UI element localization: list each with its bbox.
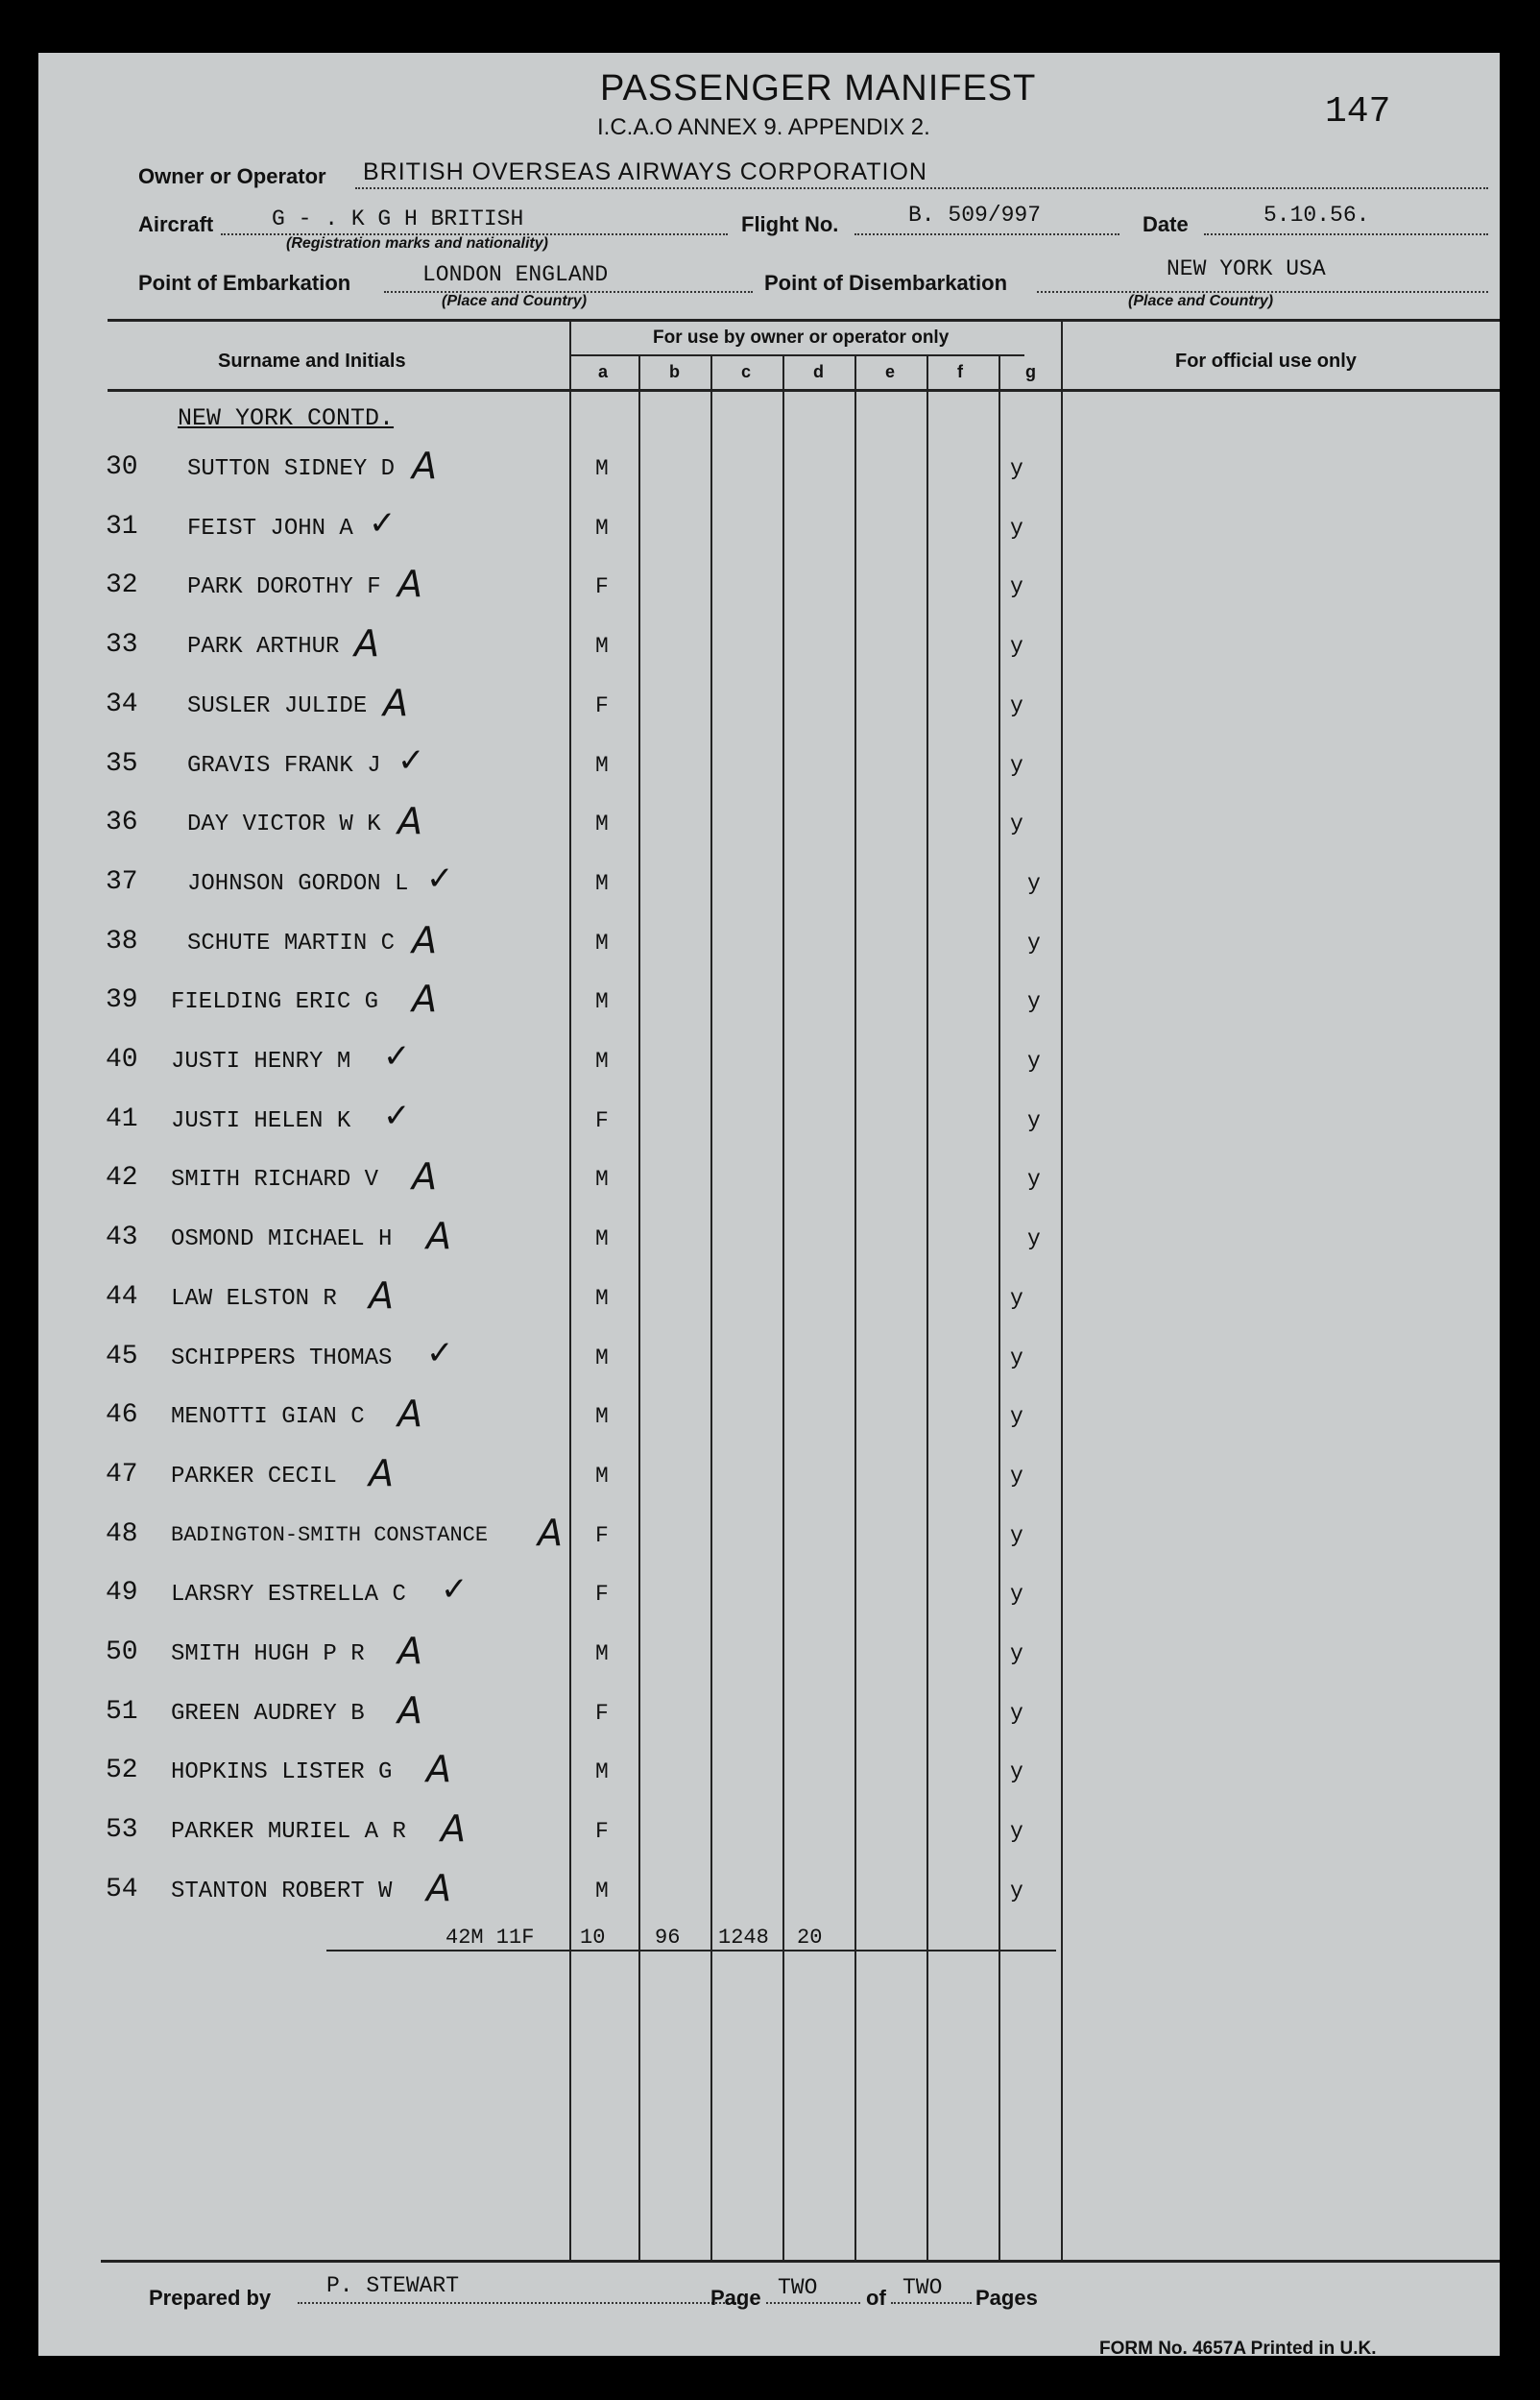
row-number: 42: [106, 1163, 138, 1193]
cell-a: M: [595, 931, 609, 956]
name-column-header: Surname and Initials: [218, 351, 406, 372]
row-number: 30: [106, 452, 138, 482]
handwritten-check-mark: ✓: [383, 1097, 411, 1135]
cell-g: y: [1027, 1108, 1041, 1133]
passenger-name: DAY VICTOR W K: [187, 812, 381, 837]
handwritten-check-mark: ✓: [397, 741, 425, 780]
cell-a: F: [595, 574, 609, 599]
totals-d: 20: [797, 1926, 823, 1950]
row-number: 52: [106, 1756, 138, 1785]
cell-a: F: [595, 1819, 609, 1844]
passenger-name: SMITH HUGH P R: [171, 1641, 365, 1667]
row-number: 36: [106, 808, 138, 837]
prepared-label: Prepared by: [149, 2286, 272, 2310]
passenger-name: PARK DOROTHY F: [187, 574, 381, 600]
cell-a: M: [595, 989, 609, 1014]
cell-a: M: [595, 1286, 609, 1311]
handwritten-a-mark: A: [426, 1215, 451, 1257]
cell-g: y: [1010, 456, 1023, 481]
passenger-name: SMITH RICHARD V: [171, 1167, 379, 1193]
cell-g: y: [1010, 812, 1023, 836]
handwritten-a-mark: A: [441, 1807, 466, 1850]
cell-a: M: [595, 1167, 609, 1192]
passenger-name: JOHNSON GORDON L: [187, 871, 409, 897]
official-use-header: For official use only: [1175, 351, 1357, 372]
flight-label: Flight No.: [741, 212, 839, 236]
cell-g: y: [1010, 1819, 1023, 1844]
passenger-name: JUSTI HELEN K: [171, 1108, 351, 1134]
row-number: 40: [106, 1045, 138, 1075]
totals-c: 1248: [718, 1926, 769, 1950]
cell-a: F: [595, 1523, 609, 1548]
row-number: 34: [106, 690, 138, 719]
cell-a: M: [595, 1226, 609, 1251]
passenger-name: FEIST JOHN A: [187, 516, 353, 542]
cell-a: M: [595, 1404, 609, 1429]
row-number: 33: [106, 630, 138, 660]
page-value: TWO: [778, 2275, 818, 2300]
row-number: 39: [106, 985, 138, 1015]
passenger-name: STANTON ROBERT W: [171, 1879, 393, 1904]
manifest-subtitle: I.C.A.O ANNEX 9. APPENDIX 2.: [597, 114, 930, 140]
totals-b: 96: [655, 1926, 681, 1950]
cell-a: M: [595, 1641, 609, 1666]
row-number: 49: [106, 1578, 138, 1608]
passenger-name: SCHUTE MARTIN C: [187, 931, 396, 957]
cell-a: M: [595, 634, 609, 659]
row-number: 51: [106, 1697, 138, 1727]
cell-g: y: [1010, 1523, 1023, 1548]
cell-a: M: [595, 1464, 609, 1489]
cell-g: y: [1010, 753, 1023, 778]
handwritten-a-mark: A: [397, 1689, 422, 1732]
passenger-name: SUTTON SIDNEY D: [187, 456, 396, 482]
cell-g: y: [1027, 871, 1041, 896]
aircraft-label: Aircraft: [138, 212, 214, 236]
row-number: 46: [106, 1400, 138, 1430]
handwritten-a-mark: A: [538, 1512, 563, 1554]
cell-a: M: [595, 1759, 609, 1784]
cell-g: y: [1027, 989, 1041, 1014]
row-number: 43: [106, 1223, 138, 1252]
manifest-title: PASSENGER MANIFEST: [600, 68, 1037, 109]
totals-name: 42M 11F: [445, 1926, 535, 1950]
row-number: 45: [106, 1342, 138, 1371]
embark-label: Point of Embarkation: [138, 271, 351, 295]
date-value: 5.10.56.: [1263, 203, 1370, 228]
flight-value: B. 509/997: [908, 203, 1042, 228]
cell-a: F: [595, 1108, 609, 1133]
cell-g: y: [1027, 931, 1041, 956]
handwritten-a-mark: A: [412, 919, 437, 961]
column-letter-d: d: [813, 362, 824, 381]
of-value: TWO: [902, 2275, 943, 2300]
row-number: 54: [106, 1875, 138, 1904]
passenger-name: JUSTI HENRY M: [171, 1049, 351, 1075]
column-letter-a: a: [598, 362, 609, 381]
handwritten-a-mark: A: [426, 1748, 451, 1790]
owner-label: Owner or Operator: [138, 164, 326, 188]
cell-a: M: [595, 812, 609, 836]
cell-g: y: [1010, 1582, 1023, 1607]
form-number: FORM No. 4657A Printed in U.K.: [1099, 2339, 1377, 2356]
handwritten-check-mark: ✓: [369, 504, 397, 543]
handwritten-a-mark: A: [412, 1155, 437, 1198]
handwritten-a-mark: A: [412, 445, 437, 487]
handwritten-a-mark: A: [412, 978, 437, 1020]
handwritten-a-mark: A: [397, 563, 422, 605]
cell-g: y: [1010, 1404, 1023, 1429]
handwritten-a-mark: A: [426, 1867, 451, 1909]
row-number: 37: [106, 867, 138, 897]
cell-g: y: [1010, 1286, 1023, 1311]
row-number: 50: [106, 1637, 138, 1667]
row-number: 48: [106, 1519, 138, 1549]
row-number: 41: [106, 1104, 138, 1134]
row-number: 44: [106, 1282, 138, 1312]
passenger-name: HOPKINS LISTER G: [171, 1759, 393, 1785]
passenger-name: PARK ARTHUR: [187, 634, 340, 660]
passenger-name: LAW ELSTON R: [171, 1286, 337, 1312]
handwritten-a-mark: A: [397, 1630, 422, 1672]
cell-g: y: [1010, 634, 1023, 659]
passenger-name: SCHIPPERS THOMAS: [171, 1345, 393, 1371]
cell-a: M: [595, 871, 609, 896]
section-label: NEW YORK CONTD.: [178, 404, 395, 432]
disembark-label: Point of Disembarkation: [764, 271, 1008, 295]
cell-a: F: [595, 1701, 609, 1726]
cell-g: y: [1010, 1345, 1023, 1370]
date-label: Date: [1143, 212, 1189, 236]
handwritten-a-mark: A: [383, 682, 408, 724]
totals-a: 10: [580, 1926, 606, 1950]
column-letter-c: c: [741, 362, 752, 381]
cell-g: y: [1027, 1226, 1041, 1251]
row-number: 31: [106, 512, 138, 542]
row-number: 38: [106, 927, 138, 957]
passenger-name: BADINGTON-SMITH CONSTANCE: [171, 1523, 489, 1547]
cell-g: y: [1010, 1641, 1023, 1666]
handwritten-a-mark: A: [397, 800, 422, 842]
passenger-name: LARSRY ESTRELLA C: [171, 1582, 406, 1608]
passenger-name: GRAVIS FRANK J: [187, 753, 381, 779]
of-label: of: [866, 2286, 886, 2310]
cell-g: y: [1010, 693, 1023, 718]
embark-note: (Place and Country): [442, 293, 588, 309]
passenger-name: SUSLER JULIDE: [187, 693, 368, 719]
cell-g: y: [1010, 516, 1023, 541]
passenger-name: FIELDING ERIC G: [171, 989, 379, 1015]
disembark-value: NEW YORK USA: [1167, 256, 1326, 281]
cell-a: F: [595, 693, 609, 718]
row-number: 53: [106, 1815, 138, 1845]
handwritten-check-mark: ✓: [441, 1570, 469, 1609]
cell-g: y: [1027, 1049, 1041, 1074]
handwritten-check-mark: ✓: [426, 1334, 454, 1372]
prepared-value: P. STEWART: [326, 2273, 460, 2298]
cell-g: y: [1010, 1701, 1023, 1726]
cell-g: y: [1010, 1759, 1023, 1784]
cell-a: M: [595, 1049, 609, 1074]
owner-use-header: For use by owner or operator only: [653, 327, 950, 348]
row-number: 32: [106, 570, 138, 600]
cell-a: M: [595, 1879, 609, 1903]
cell-g: y: [1010, 574, 1023, 599]
handwritten-a-mark: A: [369, 1274, 394, 1317]
embark-value: LONDON ENGLAND: [422, 262, 609, 287]
cell-g: y: [1010, 1464, 1023, 1489]
cell-a: M: [595, 456, 609, 481]
page-number: 147: [1325, 91, 1391, 133]
passenger-name: PARKER CECIL: [171, 1464, 337, 1490]
passenger-name: OSMOND MICHAEL H: [171, 1226, 393, 1252]
cell-a: M: [595, 753, 609, 778]
aircraft-value: G - . K G H BRITISH: [272, 206, 524, 231]
page-label: Page: [710, 2286, 761, 2310]
column-letter-f: f: [957, 362, 963, 381]
aircraft-note: (Registration marks and nationality): [286, 235, 548, 252]
column-letter-b: b: [669, 362, 680, 381]
passenger-name: PARKER MURIEL A R: [171, 1819, 406, 1845]
cell-g: y: [1010, 1879, 1023, 1903]
cell-a: M: [595, 516, 609, 541]
passenger-name: GREEN AUDREY B: [171, 1701, 365, 1727]
disembark-note: (Place and Country): [1128, 293, 1274, 309]
column-letter-g: g: [1025, 362, 1036, 381]
pages-label: Pages: [975, 2286, 1038, 2310]
handwritten-a-mark: A: [397, 1393, 422, 1435]
column-letter-e: e: [885, 362, 896, 381]
handwritten-a-mark: A: [354, 622, 379, 665]
passenger-name: MENOTTI GIAN C: [171, 1404, 365, 1430]
row-number: 47: [106, 1460, 138, 1490]
handwritten-a-mark: A: [369, 1452, 394, 1494]
row-number: 35: [106, 749, 138, 779]
manifest-sheet: [38, 53, 1500, 2356]
cell-a: F: [595, 1582, 609, 1607]
handwritten-check-mark: ✓: [383, 1037, 411, 1076]
owner-value: BRITISH OVERSEAS AIRWAYS CORPORATION: [363, 158, 927, 185]
cell-a: M: [595, 1345, 609, 1370]
cell-g: y: [1027, 1167, 1041, 1192]
handwritten-check-mark: ✓: [426, 860, 454, 898]
